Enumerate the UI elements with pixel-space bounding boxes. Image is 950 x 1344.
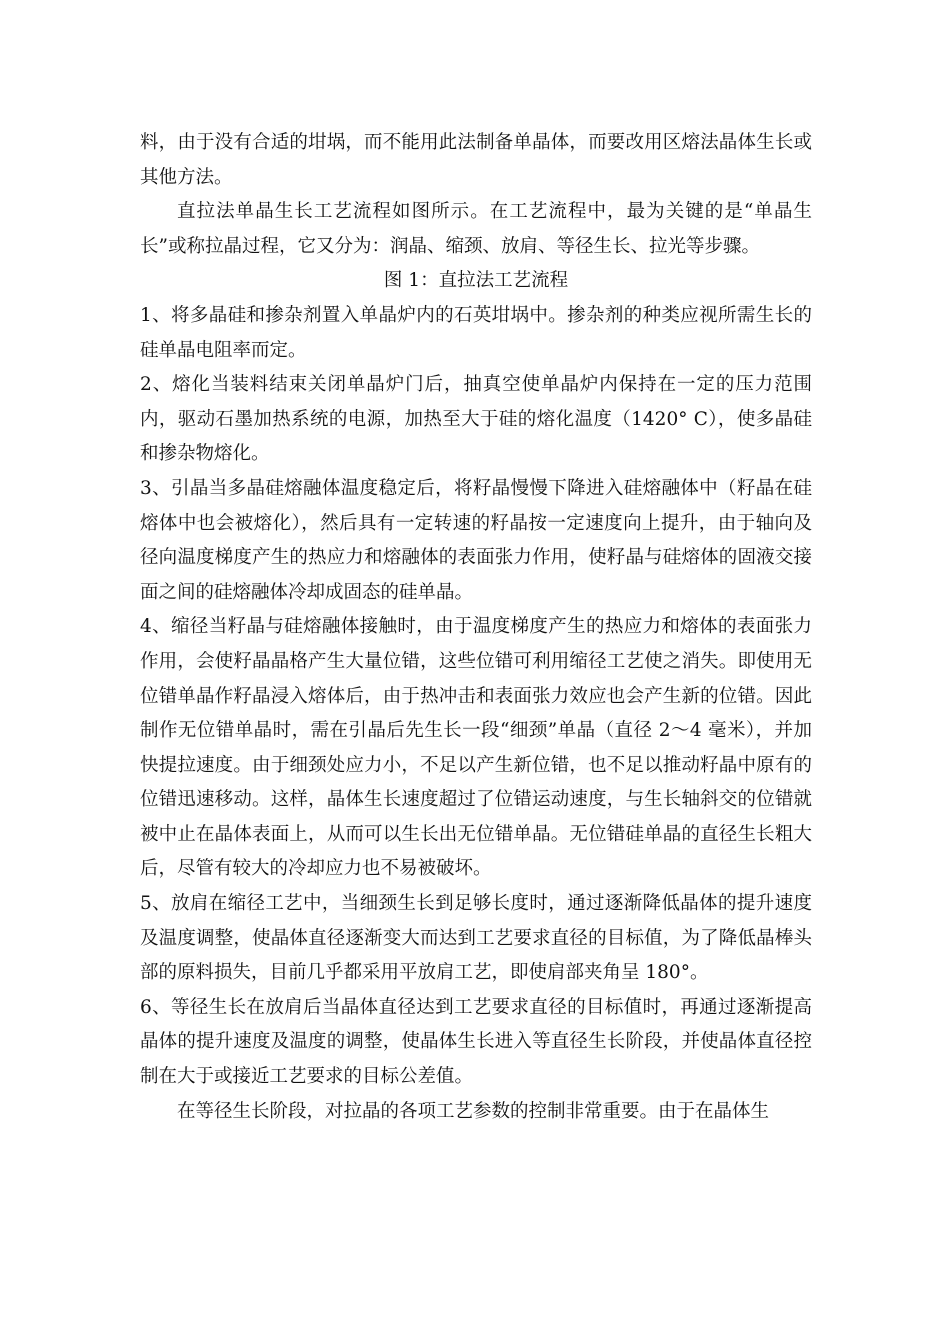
step-4-paragraph: 4、缩径当籽晶与硅熔融体接触时，由于温度梯度产生的热应力和熔体的表面张力作用，会使籽晶晶格产生大量位错，这些位错可利用缩径工艺使之消失。即使用无位错单晶作籽晶浸入熔体后，由于热冲击和表面张力效应也会产生新的位错。因此制作无位错单晶时，需在引晶后先生长一段“细颈”单晶（直径 2～4 毫米），并加快提拉速度。由于细颈处应力小，不足以产生新位错，也不足以推动籽晶中原有的位错迅速移动。这样，晶体生长速度超过了位错运动速度，与生长轴斜交的位错就被中止在晶体表面上，从而可以生长出无位错单晶。无位错硅单晶的直径生长粗大后，尽管有较大的冷却应力也不易被破坏。 — [140, 616, 812, 880]
intro-paragraph-continuation: 料，由于没有合适的坩埚，而不能用此法制备单晶体，而要改用区熔法晶体生长或其他方法。 — [140, 132, 812, 188]
closing-paragraph: 在等径生长阶段，对拉晶的各项工艺参数的控制非常重要。由于在晶体生 — [177, 1100, 770, 1122]
step-5-paragraph: 5、放肩在缩径工艺中，当细颈生长到足够长度时，通过逐渐降低晶体的提升速度及温度调整，使晶体直径逐渐变大而达到工艺要求直径的目标值，为了降低晶棒头部的原料损失，目前几乎都采用平放肩工艺，即使肩部夹角呈 180°。 — [140, 893, 812, 984]
step-3-paragraph: 3、引晶当多晶硅熔融体温度稳定后，将籽晶慢慢下降进入硅熔融体中（籽晶在硅熔体中也会被熔化），然后具有一定转速的籽晶按一定速度向上提升，由于轴向及径向温度梯度产生的热应力和熔融体的表面张力作用，使籽晶与硅熔体的固液交接面之间的硅熔融体冷却成固态的硅单晶。 — [140, 477, 812, 603]
step-2-paragraph: 2、熔化当装料结束关闭单晶炉门后，抽真空使单晶炉内保持在一定的压力范围内，驱动石墨加热系统的电源，加热至大于硅的熔化温度（1420° C），使多晶硅和掺杂物熔化。 — [140, 374, 812, 465]
figure-caption: 图 1：直拉法工艺流程 — [383, 270, 569, 292]
step-1-paragraph: 1、将多晶硅和掺杂剂置入单晶炉内的石英坩埚中。掺杂剂的种类应视所需生长的硅单晶电阻率而定。 — [140, 304, 812, 361]
step-6-paragraph: 6、等径生长在放肩后当晶体直径达到工艺要求直径的目标值时，再通过逐渐提高晶体的提升速度及温度的调整，使晶体生长进入等直径生长阶段，并使晶体直径控制在大于或接近工艺要求的目标公差值。 — [140, 996, 812, 1088]
document-page — [140, 126, 812, 1129]
process-overview-paragraph: 直拉法单晶生长工艺流程如图所示。在工艺流程中，最为关键的是“单晶生长”或称拉晶过程，它又分为：润晶、缩颈、放肩、等径生长、拉光等步骤。 — [140, 201, 812, 257]
